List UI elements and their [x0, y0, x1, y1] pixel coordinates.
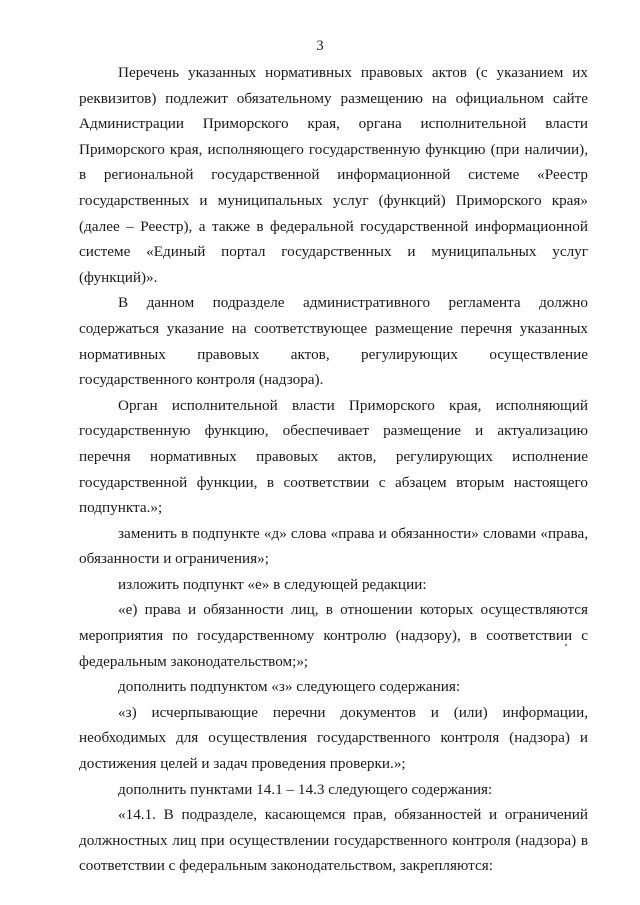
paragraph-executive-body: Орган исполнительной власти Приморского края, исполняющий государственную функцию, обеспечивает размещение и актуализацию перечня нормативных правовых актов, регулирующих исполнение государственной функции, в соответствии с абзацем вторым настоящего подпункта.»; — [79, 396, 588, 517]
paragraph-regulation-placement: В данном подразделе административного регламента должно содержаться указание на соответствующее размещение перечня указанных нормативных правовых актов, регулирующих осуществление государственного контроля (надзора). — [79, 294, 588, 389]
scan-speck — [565, 644, 567, 646]
paragraph-add-points: дополнить пунктами 14.1 – 14.3 следующего содержания: — [118, 780, 493, 798]
page-number: 3 — [316, 38, 324, 54]
paragraph-add-subpoint-z: дополнить подпунктом «з» следующего содержания: — [118, 678, 461, 696]
paragraph-subpoint-z-text: «з) исчерпывающие перечни документов и (или) информации, необходимых для осуществления государственного контроля (надзора) и достижения целей и задач проведения проверки.»; — [79, 703, 588, 773]
paragraph-subpoint-e-text: «е) права и обязанности лиц, в отношении которых осуществляются мероприятия по государственному контролю (надзору), в соответствии с федеральным законодательством;»; — [79, 601, 588, 670]
paragraph-point-14-1: «14.1. В подразделе, касающемся прав, обязанностей и ограничений должностных лиц при осуществлении государственного контроля (надзора) в соответствии с федеральным законодательством, закрепляются: — [79, 806, 588, 875]
paragraph-list-publication: Перечень указанных нормативных правовых актов (с указанием их реквизитов) подлежит обязательному размещению на официальном сайте Администрации Приморского края, органа исполнительной власти Приморского края, исполняющего государственную функцию (при наличии), в региональной государственной информационной системе «Реестр государственных и муниципальных услуг (функций) Приморского края» (далее – Реестр), а также в федеральной государственной информационной системе «Единый портал государственных и муниципальных услуг (функций)». — [79, 64, 588, 286]
paragraph-restate-subpoint-e: изложить подпункт «е» в следующей редакции: — [118, 575, 427, 593]
document-body — [79, 60, 588, 879]
paragraph-replace-subpoint-d: заменить в подпункте «д» слова «права и обязанности» словами «права, обязанности и ограничения»; — [79, 524, 588, 568]
